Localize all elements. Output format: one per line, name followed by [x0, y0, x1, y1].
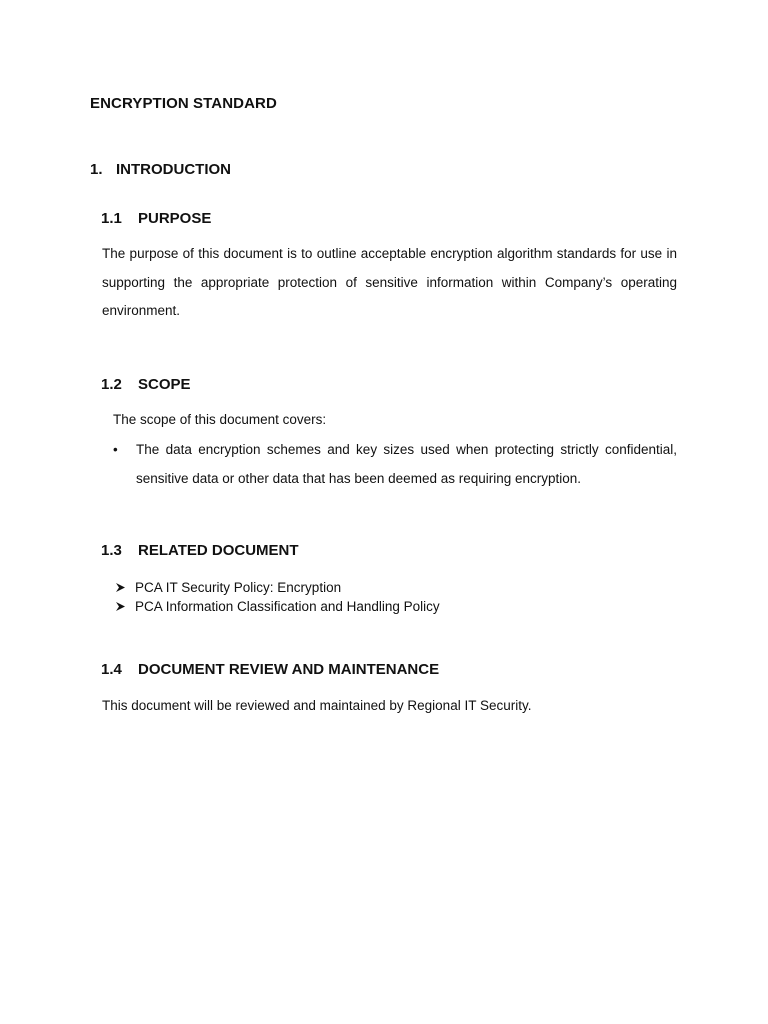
- section-introduction-heading: [90, 161, 231, 178]
- related-heading: [101, 542, 299, 559]
- scope-title: SCOPE: [138, 376, 191, 393]
- related-number: 1.3: [101, 542, 122, 559]
- review-number: 1.4: [101, 661, 122, 678]
- scope-bullet-text: The data encryption schemes and key sizes used when protecting strictly confidential, sensitive data or other data that has been deemed as requiring encryption.: [136, 442, 677, 486]
- related-document-item: [115, 597, 440, 616]
- section-title: INTRODUCTION: [116, 161, 231, 178]
- related-document-label: PCA IT Security Policy: Encryption: [135, 580, 342, 595]
- scope-bullet-item: [113, 436, 677, 493]
- related-title: RELATED DOCUMENT: [138, 542, 299, 559]
- arrow-bullet-icon: [115, 597, 135, 616]
- review-heading: [101, 661, 439, 678]
- purpose-heading: [101, 210, 211, 227]
- scope-heading: [101, 376, 191, 393]
- review-title: DOCUMENT REVIEW AND MAINTENANCE: [138, 661, 440, 678]
- arrow-bullet-icon: [115, 578, 135, 597]
- purpose-title: PURPOSE: [138, 210, 212, 227]
- section-number: 1.: [90, 161, 103, 178]
- bullet-icon: •: [113, 442, 118, 457]
- scope-intro: The scope of this document covers:: [113, 412, 327, 427]
- related-document-list: [115, 578, 440, 616]
- purpose-paragraph: The purpose of this document is to outline acceptable encryption algorithm standards for use in supporting the appropriate protection of sensitive information within Company’s operating environment.: [102, 246, 677, 318]
- scope-number: 1.2: [101, 376, 122, 393]
- related-document-item: [115, 578, 440, 597]
- document-title: ENCRYPTION STANDARD: [90, 95, 277, 112]
- purpose-number: 1.1: [101, 210, 122, 227]
- review-paragraph: This document will be reviewed and maintained by Regional IT Security.: [102, 698, 532, 713]
- related-document-label: PCA Information Classification and Handling Policy: [135, 599, 440, 614]
